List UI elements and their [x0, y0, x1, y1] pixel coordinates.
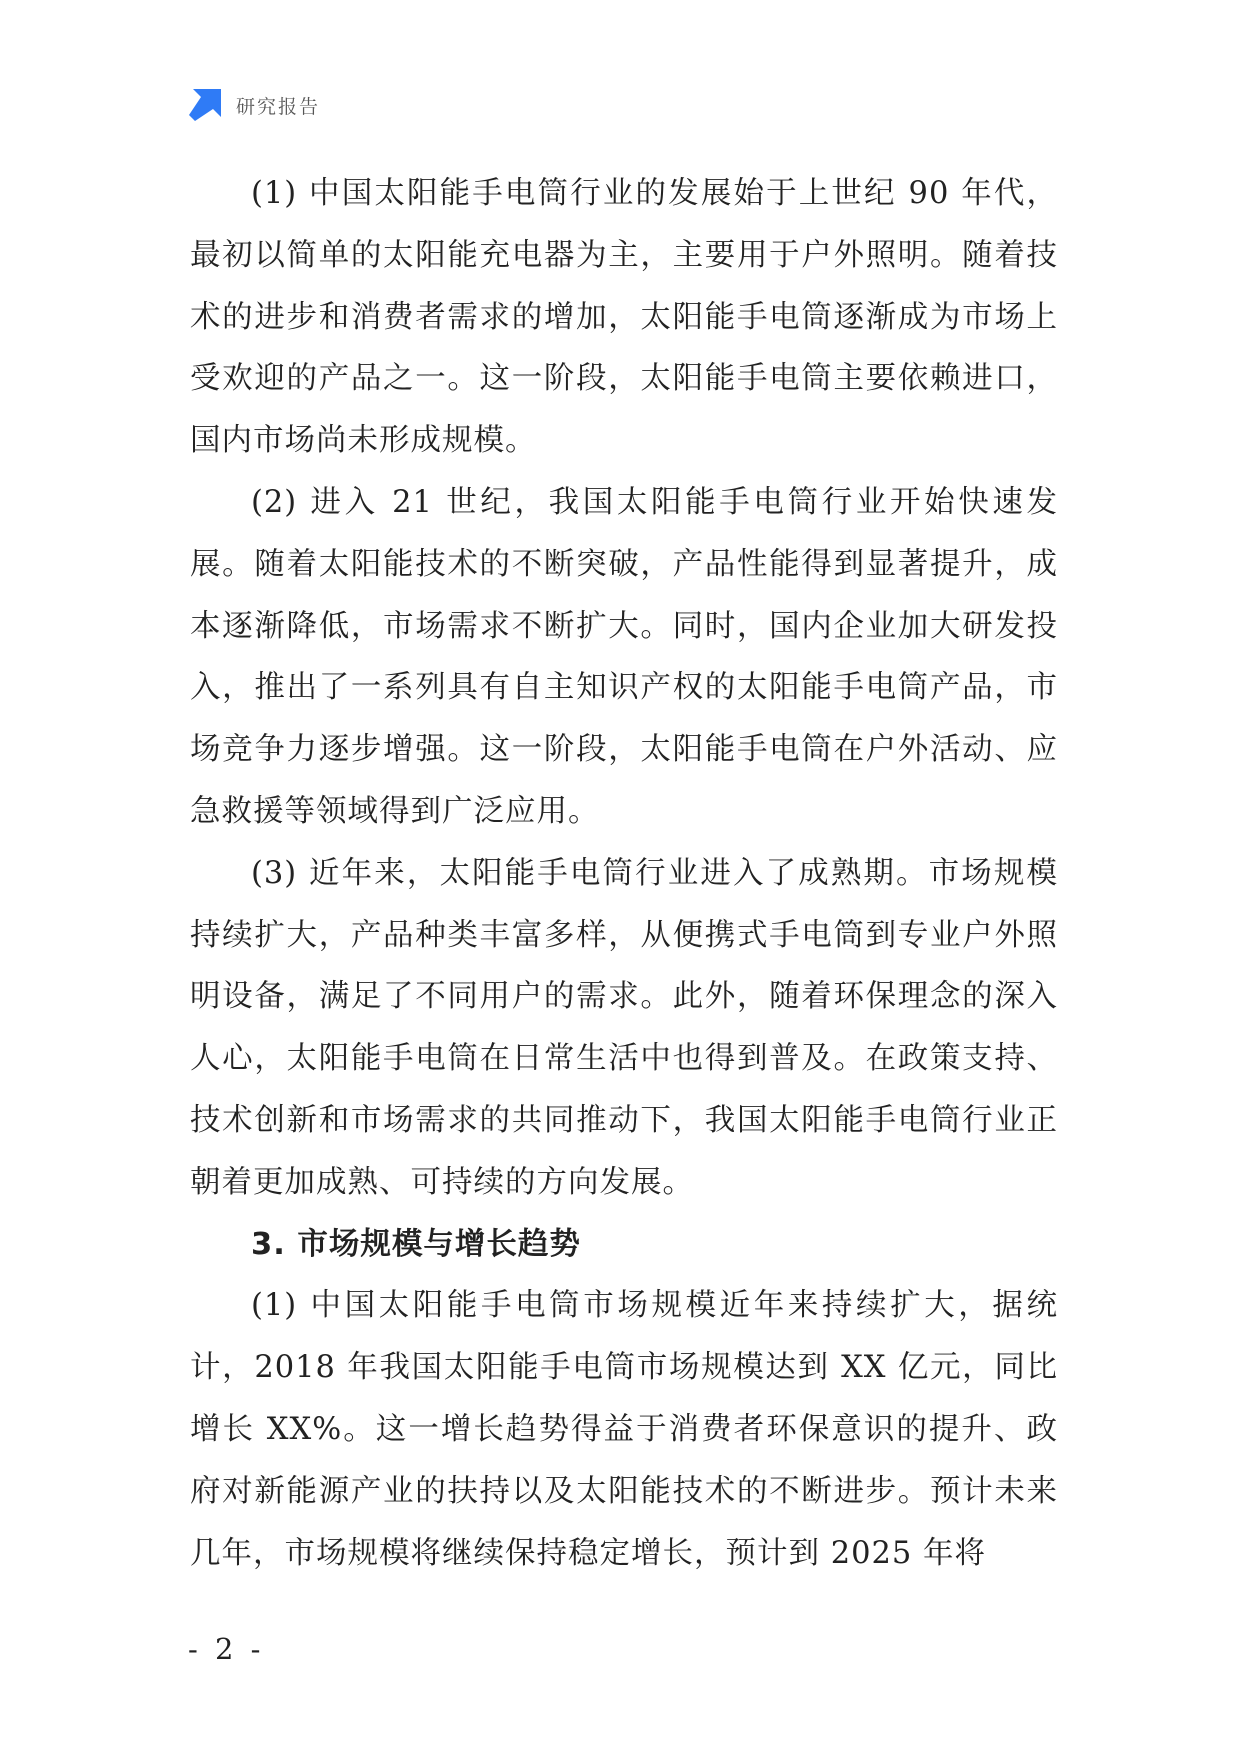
- section-paragraph: (1) 中国太阳能手电筒市场规模近年来持续扩大，据统计，2018 年我国太阳能手电筒市场规模达到 XX 亿元，同比增长 XX%。这一增长趋势得益于消费者环保意识的提升、政府对新能源产业的扶持以及太阳能技术的不断进步。预计未来几年，市场规模将继续保持稳定增长，预计到 2025 年将: [190, 1288, 1058, 1571]
- paragraph-3: (3) 近年来，太阳能手电筒行业进入了成熟期。市场规模持续扩大，产品种类丰富多样，从便携式手电筒到专业户外照明设备，满足了不同用户的需求。此外，随着环保理念的深入人心，太阳能手电筒在日常生活中也得到普及。在政策支持、技术创新和市场需求的共同推动下，我国太阳能手电筒行业正朝着更加成熟、可持续的方向发展。: [190, 855, 1058, 1200]
- paragraph-2: (2) 进入 21 世纪，我国太阳能手电筒行业开始快速发展。随着太阳能技术的不断突破，产品性能得到显著提升，成本逐渐降低，市场需求不断扩大。同时，国内企业加大研发投入，推出了一系列具有自主知识产权的太阳能手电筒产品，市场竞争力逐步增强。这一阶段，太阳能手电筒在户外活动、应急救援等领域得到广泛应用。: [190, 484, 1058, 829]
- report-body: [190, 163, 1058, 1584]
- header-title: 研究报告: [236, 95, 321, 118]
- page-number: - 2 -: [188, 1632, 265, 1666]
- report-header: [188, 88, 320, 122]
- section-heading: 3. 市场规模与增长趋势: [251, 1226, 581, 1262]
- paragraph-1: (1) 中国太阳能手电筒行业的发展始于上世纪 90 年代，最初以简单的太阳能充电器为主，主要用于户外照明。随着技术的进步和消费者需求的增加，太阳能手电筒逐渐成为市场上受欢迎的产品之一。这一阶段，太阳能手电筒主要依赖进口，国内市场尚未形成规模。: [190, 176, 1058, 459]
- arrow-up-right-icon: [188, 88, 222, 122]
